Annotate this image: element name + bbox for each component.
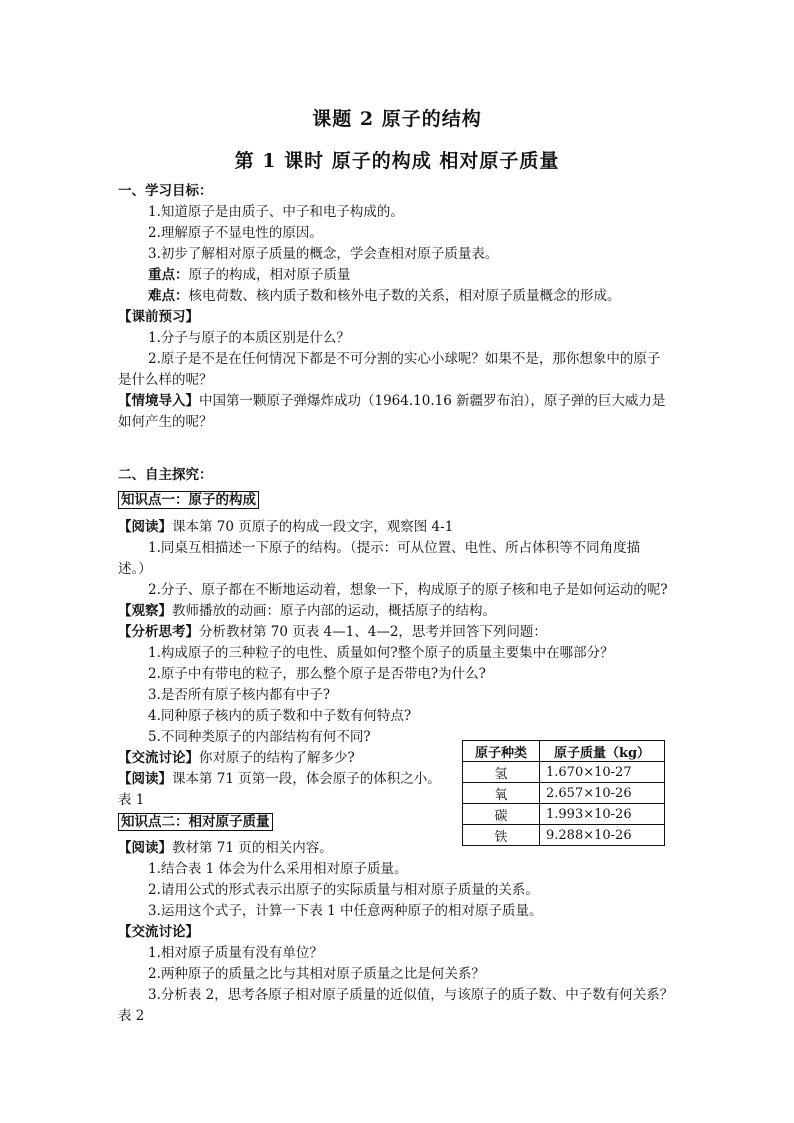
read-label: 【阅读】 [118, 771, 172, 787]
section-heading-explore: 二、自主探究： [118, 467, 213, 483]
table-cell-mass: 1.993×10-26 [540, 804, 665, 825]
discussion-label: 【交流讨论】 [118, 750, 199, 766]
table-1-label: 表 1 [118, 792, 145, 808]
analyze-question: 4.同种原子核内的质子数和中子数有何特点? [148, 708, 412, 724]
page-title: 课题 2 原子的结构 [312, 108, 482, 130]
goal-item: 1.知道原子是由质子、中子和电子构成的。 [148, 204, 404, 220]
read-item: 2.分子、原子都在不断地运动着，想象一下，构成原子的原子核和电子是如何运动的呢? [148, 582, 668, 598]
difficulty-line [148, 286, 621, 306]
difficulty-label: 难点： [148, 288, 189, 304]
table-header-cell: 原子质量（kg） [540, 741, 665, 762]
observe-text: 教师播放的动画：原子内部的运动，概括原子的结构。 [172, 603, 496, 619]
discussion-question: 3.分析表 2，思考各原子相对原子质量的近似值，与该原子的质子数、中子数有何关系？ [148, 987, 674, 1003]
table-row [463, 804, 665, 825]
table-row [463, 783, 665, 804]
read-item: 3.运用这个式子，计算一下表 1 中任意两种原子的相对原子质量。 [148, 903, 543, 919]
intro-text-cont: 如何产生的呢？ [118, 414, 213, 430]
goal-item: 2.理解原子不显电性的原因。 [148, 225, 323, 241]
analyze-line [118, 622, 547, 642]
analyze-label: 【分析思考】 [118, 624, 199, 640]
read-1-line [118, 517, 453, 537]
table-row [463, 762, 665, 783]
read-text: 教材第 71 页的相关内容。 [172, 840, 333, 856]
table-cell-mass: 1.670×10-27 [540, 762, 665, 783]
read-item-cont: 述。） [118, 561, 152, 577]
preview-question: 2.原子是不是在任何情况下都是不可分割的实心小球呢？如果不是，那你想象中的原子 [148, 351, 661, 367]
table-cell-element: 氢 [463, 762, 540, 783]
table-row [463, 825, 665, 846]
intro-line [118, 391, 665, 411]
preview-question: 1.分子与原子的本质区别是什么？ [148, 330, 350, 346]
key-point-label: 重点： [148, 267, 189, 283]
read-text: 课本第 70 页原子的构成一段文字，观察图 4-1 [172, 519, 454, 535]
read-label: 【阅读】 [118, 519, 172, 535]
discussion-1-line [118, 748, 355, 768]
atomic-mass-table [462, 740, 665, 846]
table-cell-mass: 9.288×10-26 [540, 825, 665, 846]
difficulty-text: 核电荷数、核内质子数和核外电子数的关系，相对原子质量概念的形成。 [188, 288, 621, 304]
read-item: 2.请用公式的形式表示出原子的实际质量与相对原子质量的关系。 [148, 882, 539, 898]
goal-item: 3.初步了解相对原子质量的概念，学会查相对原子质量表。 [148, 246, 499, 262]
analyze-question: 2.原子中有带电的粒子，那么整个原子是否带电?为什么? [148, 666, 486, 682]
lesson-subtitle: 第 1 课时 原子的构成 相对原子质量 [234, 150, 560, 172]
knowledge-point-2-label: 知识点二：相对原子质量 [118, 813, 273, 831]
read-item: 1.同桌互相描述一下原子的结构。（提示：可从位置、电性、所占体积等不同角度描 [148, 540, 641, 556]
table-cell-element: 碳 [463, 804, 540, 825]
section-heading-goals: 一、学习目标： [118, 183, 213, 199]
key-point-line [148, 265, 351, 285]
intro-label: 【情境导入】 [118, 393, 199, 409]
analyze-question: 1.构成原子的三种粒子的电性、质量如何?整个原子的质量主要集中在哪部分？ [148, 645, 614, 661]
observe-line [118, 601, 496, 621]
preview-question-cont: 是什么样的呢？ [118, 372, 213, 388]
discussion-question: 1.相对原子质量有没有单位？ [148, 945, 323, 961]
discussion-text: 你对原子的结构了解多少? [199, 750, 355, 766]
table-header-cell: 原子种类 [463, 741, 540, 762]
table-cell-element: 铁 [463, 825, 540, 846]
knowledge-point-1 [118, 490, 259, 510]
read-3-line [118, 838, 333, 858]
discussion-2-label: 【交流讨论】 [118, 924, 199, 940]
read-label: 【阅读】 [118, 840, 172, 856]
table-2-label: 表 2 [118, 1008, 145, 1024]
discussion-question: 2.两种原子的质量之比与其相对原子质量之比是何关系？ [148, 966, 485, 982]
knowledge-point-2 [118, 812, 273, 832]
key-point-text: 原子的构成，相对原子质量 [188, 267, 351, 283]
table-cell-element: 氧 [463, 783, 540, 804]
read-item: 1.结合表 1 体会为什么采用相对原子质量。 [148, 861, 408, 877]
preview-label: 【课前预习】 [118, 309, 199, 325]
knowledge-point-1-label: 知识点一：原子的构成 [118, 491, 259, 509]
read-2-line [118, 769, 441, 789]
analyze-text: 分析教材第 70 页表 4—1、4—2，思考并回答下列问题： [199, 624, 547, 640]
analyze-question: 3.是否所有原子核内都有中子? [148, 687, 331, 703]
table-cell-mass: 2.657×10-26 [540, 783, 665, 804]
table-header-row [463, 741, 665, 762]
analyze-question: 5.不同种类原子的内部结构有何不同? [148, 729, 371, 745]
intro-text: 中国第一颗原子弹爆炸成功（1964.10.16 新疆罗布泊），原子弹的巨大威力是 [199, 393, 666, 409]
read-text: 课本第 71 页第一段，体会原子的体积之小。 [172, 771, 441, 787]
observe-label: 【观察】 [118, 603, 172, 619]
